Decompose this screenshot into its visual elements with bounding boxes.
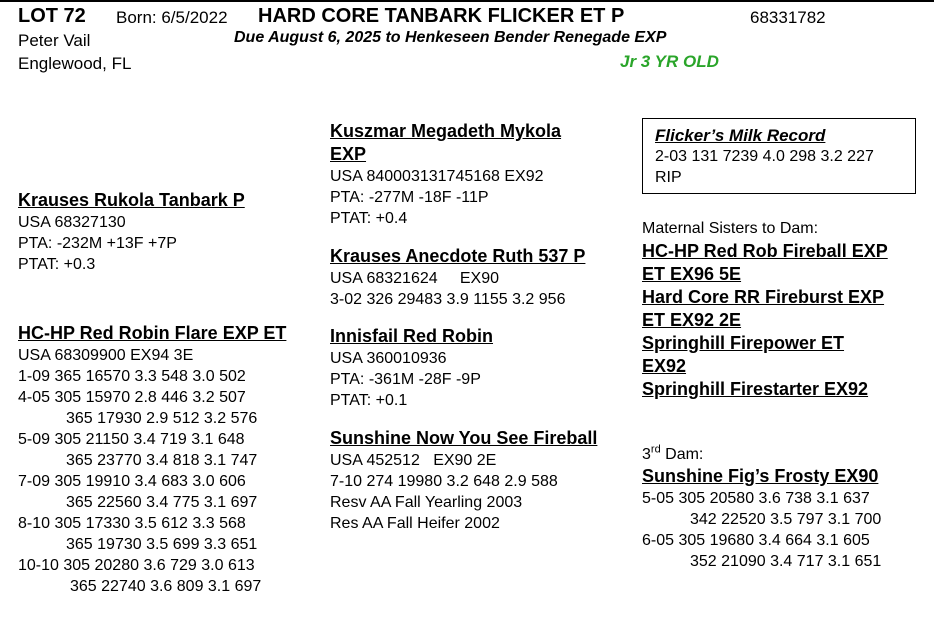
lot-number: LOT 72 [18,5,86,27]
maternal-sisters-block [642,218,888,401]
dam-record: 10-10 305 20280 3.6 729 3.0 613 [18,557,255,574]
dam-dam-award: Res AA Fall Heifer 2002 [330,515,500,532]
third-dam-record: 352 21090 3.4 717 3.1 651 [690,553,882,570]
milk-record-line: 2-03 131 7239 4.0 298 3.2 227 [655,148,874,165]
dam-dam-name: Sunshine Now You See Fireball [330,428,598,448]
third-dam-block [642,444,881,572]
sire-sire-name: Kuszmar Megadeth Mykola [330,121,562,141]
third-dam-heading-num: 3 [642,446,651,463]
maternal-sister: HC-HP Red Rob Fireball EXP [642,241,888,261]
sire-pta: PTA: -232M +13F +7P [18,235,177,252]
dam-reg: USA 68309900 EX94 3E [18,347,194,364]
sire-dam-reg: USA 68321624 EX90 [330,270,500,287]
third-dam-record: 5-05 305 20580 3.6 738 3.1 637 [642,490,870,507]
dam-record: 4-05 305 15970 2.8 446 3.2 507 [18,389,246,406]
maternal-sister: Springhill Firepower ET [642,333,845,353]
dam-record: 1-09 365 16570 3.3 548 3.0 502 [18,368,246,385]
maternal-sister: ET EX96 5E [642,264,742,284]
third-dam-heading [642,444,881,465]
maternal-sister: ET EX92 2E [642,310,742,330]
sire-dam-block [330,245,585,310]
milk-record-status: RIP [655,169,682,186]
sire-dam-name: Krauses Anecdote Ruth 537 P [330,246,586,266]
sire-sire-block [330,120,561,229]
dam-name: HC-HP Red Robin Flare EXP ET [18,323,287,343]
dam-record: 365 22560 3.4 775 3.1 697 [66,494,258,511]
dam-record: 5-09 305 21150 3.4 719 3.1 648 [18,431,245,448]
owner-name: Peter Vail [18,31,91,50]
dam-dam-award: Resv AA Fall Yearling 2003 [330,494,523,511]
dam-dam-reg: USA 452512 EX90 2E [330,452,497,469]
dam-dam-block [330,427,597,534]
sire-sire-ptat: PTAT: +0.4 [330,210,408,227]
maternal-sisters-heading: Maternal Sisters to Dam: [642,220,819,237]
owner-location: Englewood, FL [18,54,132,73]
top-rule [0,0,934,2]
sire-ptat: PTAT: +0.3 [18,256,96,273]
dam-record: 8-10 305 17330 3.5 612 3.3 568 [18,515,246,532]
dam-block [18,322,286,597]
dam-sire-block [330,325,493,411]
dam-sire-pta: PTA: -361M -28F -9P [330,371,481,388]
maternal-sister: EX92 [642,356,687,376]
dam-record: 365 23770 3.4 818 3.1 747 [66,452,258,469]
third-dam-heading-sup: rd [650,443,661,456]
third-dam-record: 342 22520 3.5 797 3.1 700 [690,511,882,528]
dam-record: 365 17930 2.9 512 3.2 576 [66,410,258,427]
third-dam-record: 6-05 305 19680 3.4 664 3.1 605 [642,532,870,549]
maternal-sister: Hard Core RR Fireburst EXP [642,287,885,307]
dam-sire-reg: USA 360010936 [330,350,447,367]
third-dam-heading-rest: Dam: [660,446,704,463]
third-dam-name: Sunshine Fig’s Frosty EX90 [642,466,879,486]
due-date: Due August 6, 2025 to Henkeseen Bender Renegade EXP [234,29,667,46]
dam-sire-ptat: PTAT: +0.1 [330,392,408,409]
dam-dam-record: 7-10 274 19980 3.2 648 2.9 588 [330,473,558,490]
dam-record: 365 22740 3.6 809 3.1 697 [70,578,262,595]
sire-block [18,189,245,275]
born-date: Born: 6/5/2022 [116,8,228,27]
dam-sire-name: Innisfail Red Robin [330,326,494,346]
sire-sire-pta: PTA: -277M -18F -11P [330,189,489,206]
sire-sire-name-cont: EXP [330,144,367,164]
registration-number: 68331782 [750,8,826,27]
class-label: Jr 3 YR OLD [620,52,719,71]
milk-record-box [642,118,916,194]
maternal-sister: Springhill Firestarter EX92 [642,379,869,399]
dam-record: 365 19730 3.5 699 3.3 651 [66,536,258,553]
dam-record: 7-09 305 19910 3.4 683 3.0 606 [18,473,246,490]
sire-sire-reg: USA 840003131745168 EX92 [330,168,544,185]
sire-dam-record: 3-02 326 29483 3.9 1155 3.2 956 [330,291,566,308]
animal-name: HARD CORE TANBARK FLICKER ET P [258,5,625,27]
sire-reg: USA 68327130 [18,214,126,231]
sire-name: Krauses Rukola Tanbark P [18,190,245,210]
milk-record-title: Flicker’s Milk Record [655,126,826,145]
